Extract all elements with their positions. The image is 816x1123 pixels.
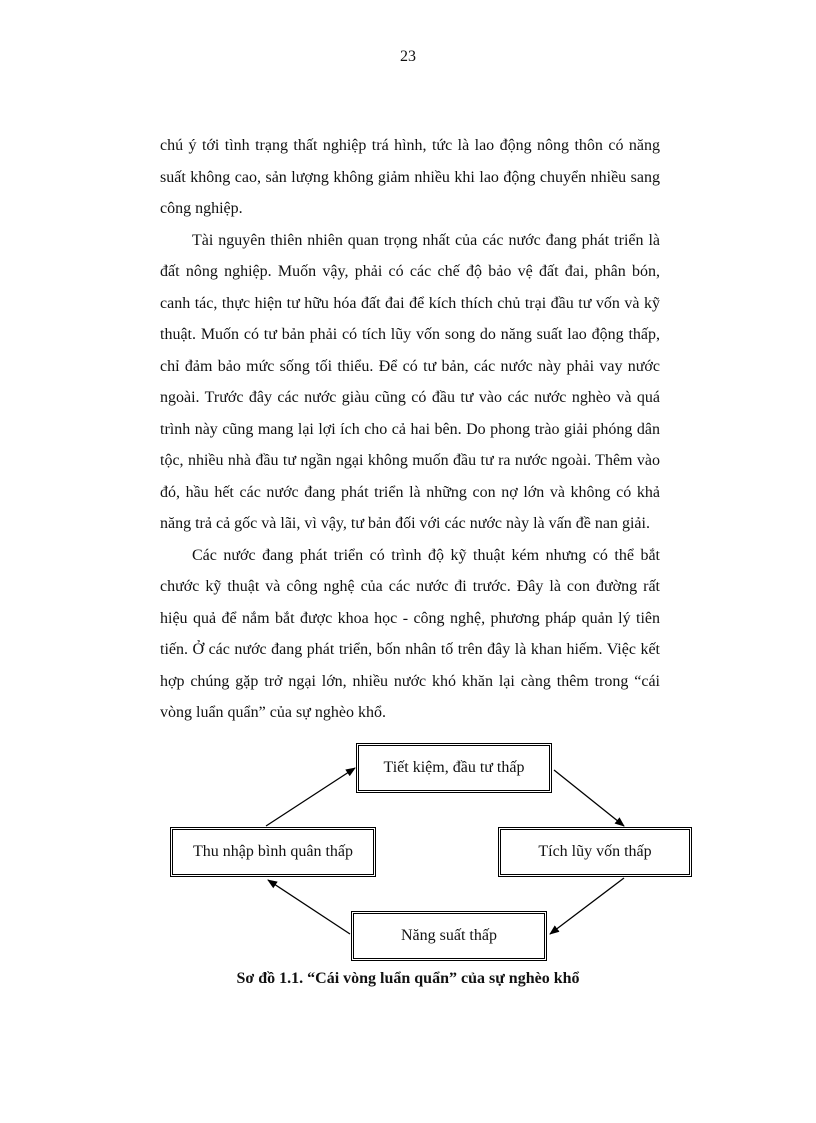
- arrow-left-to-top: [266, 768, 355, 826]
- diagram-box-average-income: Thu nhập bình quân thấp: [170, 827, 376, 877]
- arrow-right-to-bottom: [550, 878, 624, 934]
- diagram-caption: Sơ đồ 1.1. “Cái vòng luẩn quẩn” của sự nghèo khổ: [236, 970, 580, 987]
- diagram-box-productivity: Năng suất thấp: [351, 911, 547, 961]
- page-number: 23: [400, 48, 416, 65]
- diagram-box-savings-investment: Tiết kiệm, đầu tư thấp: [356, 743, 552, 793]
- arrow-bottom-to-left: [268, 880, 350, 934]
- paragraph-technology: Các nước đang phát triển có trình độ kỹ thuật kém nhưng có thể bắt chước kỹ thuật và công nghệ của các nước đi trước. Đây là con đường rất hiệu quả để nắm bắt được khoa học - công nghệ, phương pháp quản lý tiên tiến. Ở các nước đang phát triển, bốn nhân tố trên đây là khan hiếm. Việc kết hợp chúng gặp trở ngại lớn, nhiều nước khó khăn lại càng thêm trong “cái vòng luẩn quẩn” của sự nghèo khổ.: [160, 546, 660, 721]
- body-text: [160, 130, 660, 729]
- paragraph-continued: chú ý tới tình trạng thất nghiệp trá hình, tức là lao động nông thôn có năng suất không cao, sản lượng không giảm nhiều khi lao động chuyển nhiều sang công nghiệp.: [160, 137, 660, 217]
- arrow-top-to-right: [554, 770, 624, 826]
- paragraph-natural-resources: Tài nguyên thiên nhiên quan trọng nhất của các nước đang phát triển là đất nông nghiệp. Muốn vậy, phải có các chế độ bảo vệ đất đai, phân bón, canh tác, thực hiện tư hữu hóa đất đai để kích thích chủ trại đầu tư vốn và kỹ thuật. Muốn có tư bản phải có tích lũy vốn song do năng suất lao động thấp, chỉ đảm bảo mức sống tối thiểu. Để có tư bản, các nước này phải vay nước ngoài. Trước đây các nước giàu cũng có đầu tư vào các nước nghèo và quá trình này cũng mang lại lợi ích cho cả hai bên. Do phong trào giải phóng dân tộc, nhiều nhà đầu tư ngần ngại không muốn đầu tư ra nước ngoài. Thêm vào đó, hầu hết các nước đang phát triển là những con nợ lớn và không có khả năng trả cả gốc và lãi, vì vậy, tư bản đối với các nước này là vấn đề nan giải.: [160, 231, 660, 532]
- diagram-box-capital-accumulation: Tích lũy vốn thấp: [498, 827, 692, 877]
